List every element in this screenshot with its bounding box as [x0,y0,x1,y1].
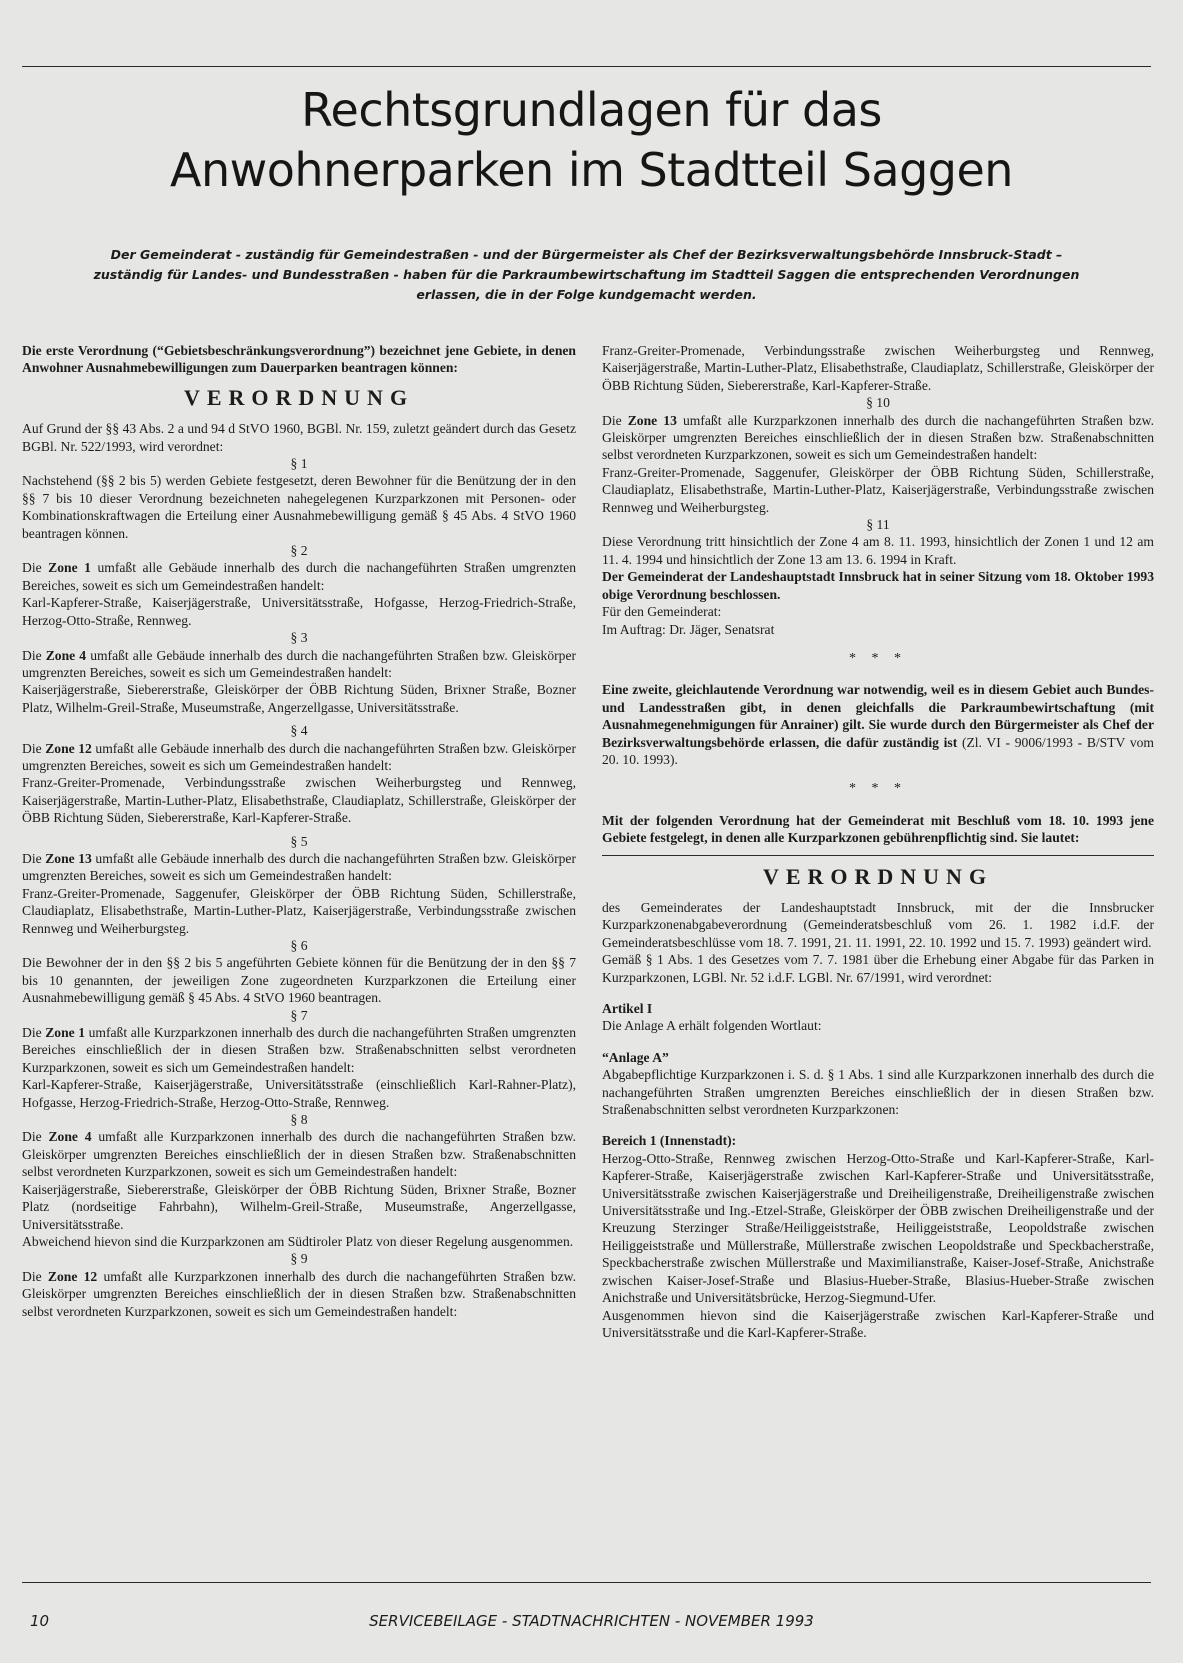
section-text: Die Zone 12 umfaßt alle Kurzparkzonen innerhalb des durch die nachangeführten Straßen bzw. Gleiskörper umgrenzten Bereiches einschließlich der in diesen Straßen bzw. Straßenabschnitten selbst verordneten Kurzparkzonen, soweit es sich um Gemeindestraßen handelt: [22,1268,576,1319]
separator-stars: * * * [849,781,907,797]
ordinance-heading: VERORDNUNG [183,384,415,410]
section-heading: § 10 [866,395,890,411]
section-heading: § 1 [290,456,308,472]
zone-label: Zone 13 [45,850,92,866]
left-column [22,342,576,1320]
section-heading: § 2 [290,543,308,559]
exception-note: Abweichend hievon sind die Kurzparkzonen am Südtiroler Platz von dieser Regelung ausgenommen. [22,1233,574,1249]
section-heading: § 7 [290,1007,308,1023]
section-text: Die Zone 13 umfaßt alle Kurzparkzonen innerhalb des durch die nachangeführten Straßen bzw. Gleiskörper umgrenzten Bereiches einschließlich der in diesen Straßen bzw. Straßenabschnitten selbst verordneten Kurzparkzonen, soweit es sich um Gemeindestraßen handelt: [602,412,1155,463]
article-text: Die Anlage A erhält folgenden Wortlaut: [602,1018,822,1034]
top-rule [22,66,1151,67]
section-text: Die Zone 4 umfaßt alle Kurzparkzonen innerhalb des durch die nachangeführten Straßen bzw. Gleiskörper umgrenzten Bereiches einschließlich der in diesen Straßen bzw. Straßenabschnitten selbst verordneten Kurzparkzonen, soweit es sich um Gemeindestraßen handelt: [22,1129,576,1180]
zone-label: Zone 1 [45,1025,86,1041]
zone-label: Zone 12 [45,740,92,756]
area-streets: Herzog-Otto-Straße, Rennweg zwischen Herzog-Otto-Straße und Karl-Kapferer-Straße, Karl-Kapferer-Straße, Kaiserjägerstraße zwischen Karl-Kapferer-Straße und Universitätsstraße, Universitätsstraße zwischen Kaiserjägerstraße und Dreiheiligenstraße, Dreiheiligenstraße zwischen Universitätsstraße und Ing.-Etzel-Straße, Gleiskörper der ÖBB zwischen Dreiheiligenstraße und der Kreuzung Sterzinger Straße/Heiliggeiststraße, Heiliggeiststraße, Leopoldstraße zwischen Heiliggeiststraße und Müllerstraße, Müllerstraße zwischen Leopoldstraße und Speckbacherstraße, Speckbacherstraße zwischen Müllerstraße und Maximilianstraße, Kaiser-Josef-Straße, Anichstraße zwischen Kaiser-Josef-Straße und Blasius-Hueber-Straße, Blasius-Hueber-Straße zwischen Anichstraße und Universitätsbrücke, Herzog-Siegmund-Ufer. [602,1150,1154,1306]
right-column [602,342,1154,1341]
street-list: Franz-Greiter-Promenade, Verbindungsstraße zwischen Weiherburgsteg und Rennweg, Kaiserjägerstraße, Martin-Luther-Platz, Elisabethstraße, Claudiaplatz, Schillerstraße, Gleiskörper der ÖBB Richtung Süden, Siebererstraße, Karl-Kapferer-Straße. [602,343,1154,393]
zone-label: Zone 4 [48,1129,92,1145]
street-list: Karl-Kapferer-Straße, Kaiserjägerstraße, Universitätsstraße, Hofgasse, Herzog-Friedrich-Straße, Herzog-Otto-Straße, Rennweg. [22,595,576,628]
section-heading: § 4 [290,723,308,739]
street-list: Franz-Greiter-Promenade, Saggenufer, Gleiskörper der ÖBB Richtung Süden, Schillerstraße, Claudiaplatz, Elisabethstraße, Martin-Luther-Platz, Kaiserjägerstraße, Verbindungsstraße zwischen Rennweg und Weiherburgsteg. [602,464,1154,515]
area-exception: Ausgenommen hievon sind die Kaiserjägerstraße zwischen Karl-Kapferer-Straße und Universitätsstraße und die Karl-Kapferer-Straße. [602,1307,1154,1340]
zone-label: Zone 13 [627,412,677,428]
intro-text: Der Gemeinderat - zuständig für Gemeindestraßen - und der Bürgermeister als Chef der Bezirksverwaltungsbehörde Innsbruck-Stadt – zuständig für Landes- und Bundesstraßen - haben für die Parkraumbewirtschaftung im Stadtteil Saggen die entsprechenden Verordnungen erlassen, die in der Folge kundgemacht werden. [93,247,1080,302]
section-heading: § 3 [290,630,308,646]
second-ordinance-note: Eine zweite, gleichlautende Verordnung war notwendig, weil es in diesem Gebiet auch Bundes- und Landesstraßen gibt, in denen gleichfalls die Parkraumbewirtschaftung (mit Ausnahmegenehmigungen für Anrainer) gilt. Sie wurde durch den Bürgermeister als Chef der Bezirksverwaltungsbehörde erlassen, die dafür zuständig ist (Zl. VI - 9006/1993 - B/STV vom 20. 10. 1993). [602,682,1154,767]
signature-line: Im Auftrag: Dr. Jäger, Senatsrat [602,621,775,637]
for-council: Für den Gemeinderat: [602,604,722,620]
street-list: Franz-Greiter-Promenade, Verbindungsstraße zwischen Weiherburgsteg und Rennweg, Kaiserjägerstraße, Martin-Luther-Platz, Elisabethstraße, Claudiaplatz, Schillerstraße, Gleiskörper der ÖBB Richtung Süden, Siebererstraße, Karl-Kapferer-Straße. [22,775,576,826]
street-list: Karl-Kapferer-Straße, Kaiserjägerstraße, Universitätsstraße (einschließlich Karl-Rahner-Platz), Hofgasse, Herzog-Friedrich-Straße, Herzog-Otto-Straße, Rennweg. [22,1077,576,1110]
legal-basis: Auf Grund der §§ 43 Abs. 2 a und 94 d StVO 1960, BGBl. Nr. 159, zuletzt geändert durch das Gesetz BGBl. Nr. 522/1993, wird verordnet: [22,421,576,454]
section-text: Diese Verordnung tritt hinsichtlich der Zone 4 am 8. 11. 1993, hinsichtlich der Zonen 1 und 12 am 11. 4. 1994 und hinsichtlich der Zone 13 am 13. 6. 1994 in Kraft. [602,534,1154,567]
annex-text: Abgabepflichtige Kurzparkzonen i. S. d. § 1 Abs. 1 sind alle Kurzparkzonen innerhalb des durch die nachangeführten Straßen umgrenzten Bereiches einschließlich der in diesen Straßen bzw. Straßenabschnitten selbst verordneten Kurzparkzonen: [602,1067,1154,1118]
section-text: Nachstehend (§§ 2 bis 5) werden Gebiete festgesetzt, deren Bewohner für die Benützung der in den §§ 7 bis 10 dieser Verordnung bezeichneten nahegelegenen Kurzparkzonen mit Personen- oder Kombinationskraftwagen die Erteilung einer Ausnahmebewilligung gemäß § 45 Abs. 4 StVO 1960 beantragen können. [22,473,576,541]
street-list: Kaiserjägerstraße, Siebererstraße, Gleiskörper der ÖBB Richtung Süden, Brixner Straße, Bozner Platz, Wilhelm-Greil-Straße, Museumstraße, Angerzellgasse, Universitätsstraße. [22,682,576,715]
section-text: Die Zone 12 umfaßt alle Gebäude innerhalb des durch die nachangeführten Straßen bzw. Gleiskörper umgrenzten Bereiches, soweit es sich um Gemeindestraßen handelt: [22,740,576,773]
column-rule [602,855,1154,856]
next-ordinance-lead: Mit der folgenden Verordnung hat der Gemeinderat mit Beschluß vom 18. 10. 1993 jene Gebiete festgelegt, in denen alle Kurzparkzonen gebührenpflichtig sind. Sie lautet: [602,812,1154,846]
section-heading: § 11 [866,517,890,533]
title-line-1: Rechtsgrundlagen für das [301,83,882,137]
page-title [0,80,1183,200]
area-heading: Bereich 1 (Innenstadt): [602,1133,737,1149]
street-list: Franz-Greiter-Promenade, Saggenufer, Gleiskörper der ÖBB Richtung Süden, Schillerstraße, Claudiaplatz, Elisabethstraße, Martin-Luther-Platz, Kaiserjägerstraße, Verbindungsstraße zwischen Rennweg und Weiherburgsteg. [22,885,576,936]
section-heading: § 6 [290,938,308,953]
section-text: Die Zone 13 umfaßt alle Gebäude innerhalb des durch die nachangeführten Straßen bzw. Gleiskörper umgrenzten Bereiches, soweit es sich um Gemeindestraßen handelt: [22,850,576,884]
zone-label: Zone 12 [47,1268,98,1284]
publication-line: SERVICEBEILAGE - STADTNACHRICHTEN - NOVEMBER 1993 [369,1612,814,1630]
title-line-2: Anwohnerparken im Stadtteil Saggen [170,143,1013,197]
ordinance-heading: VERORDNUNG [762,863,994,889]
section-heading: § 9 [290,1251,308,1267]
zone-label: Zone 4 [45,647,87,663]
page-number: 10 [30,1612,50,1630]
section-heading: § 5 [290,833,308,849]
article-heading: Artikel I [602,1001,653,1016]
council-resolution: Der Gemeinderat der Landeshauptstadt Innsbruck hat in seiner Sitzung vom 18. Oktober 1993 obige Verordnung beschlossen. [602,569,1154,602]
section-text: Die Zone 1 umfaßt alle Kurzparkzonen innerhalb des durch die nachangeführten Straßen umgrenzten Bereiches einschließlich der in diesen Straßen bzw. Straßenabschnitten selbst verordneten Kurzparkzonen, soweit es sich um Gemeindestraßen handelt: [22,1025,576,1075]
lead-paragraph: Die erste Verordnung (“Gebietsbeschränkungsverordnung”) bezeichnet jene Gebiete, in denen Anwohner Ausnahmebewilligungen zum Dauerparken beantragen können: [22,343,576,376]
section-text: Die Zone 1 umfaßt alle Gebäude innerhalb des durch die nachangeführten Straßen umgrenzten Bereiches, soweit es sich um Gemeindestraßen handelt: [22,560,576,593]
street-list: Kaiserjägerstraße, Siebererstraße, Gleiskörper der ÖBB Richtung Süden, Brixner Straße, Bozner Platz (nordseitige Fahrbahn), Wilhelm-Greil-Straße, Museumstraße, Angerzellgasse, Universitätsstraße. [22,1181,576,1232]
section-text: Die Zone 4 umfaßt alle Gebäude innerhalb des durch die nachangeführten Straßen bzw. Gleiskörper umgrenzten Bereiches, soweit es sich um Gemeindestraßen handelt: [22,647,577,680]
bottom-rule [22,1582,1151,1583]
legal-basis: Gemäß § 1 Abs. 1 des Gesetzes vom 7. 7. 1981 über die Erhebung einer Abgabe für das Parken in Kurzparkzonen, LGBl. Nr. 52 i.d.F. LGBl. Nr. 67/1991, wird verordnet: [602,952,1154,985]
section-heading: § 8 [290,1112,308,1128]
section-text: Die Bewohner der in den §§ 2 bis 5 angeführten Gebiete können für die Benützung der in den §§ 7 bis 10 genannten, der jeweiligen Zone zugeordneten Kurzparkzonen die Erteilung einer Ausnahmebewilligung gemäß § 45 Abs. 4 StVO 1960 beantragen. [22,955,576,1006]
ordinance-intro: des Gemeinderates der Landeshauptstadt Innsbruck, mit der die Innsbrucker Kurzparkzonenabgabeverordnung (Gemeinderatsbeschluß vom 26. 1. 1982 i.d.F. der Gemeinderatsbeschlüsse vom 18. 7. 1991, 21. 11. 1991, 22. 10. 1992 und 15. 7. 1993) geändert wird. [602,899,1154,950]
zone-label: Zone 1 [48,560,91,576]
annex-heading: “Anlage A” [602,1049,669,1065]
separator-stars: * * * [849,650,907,666]
